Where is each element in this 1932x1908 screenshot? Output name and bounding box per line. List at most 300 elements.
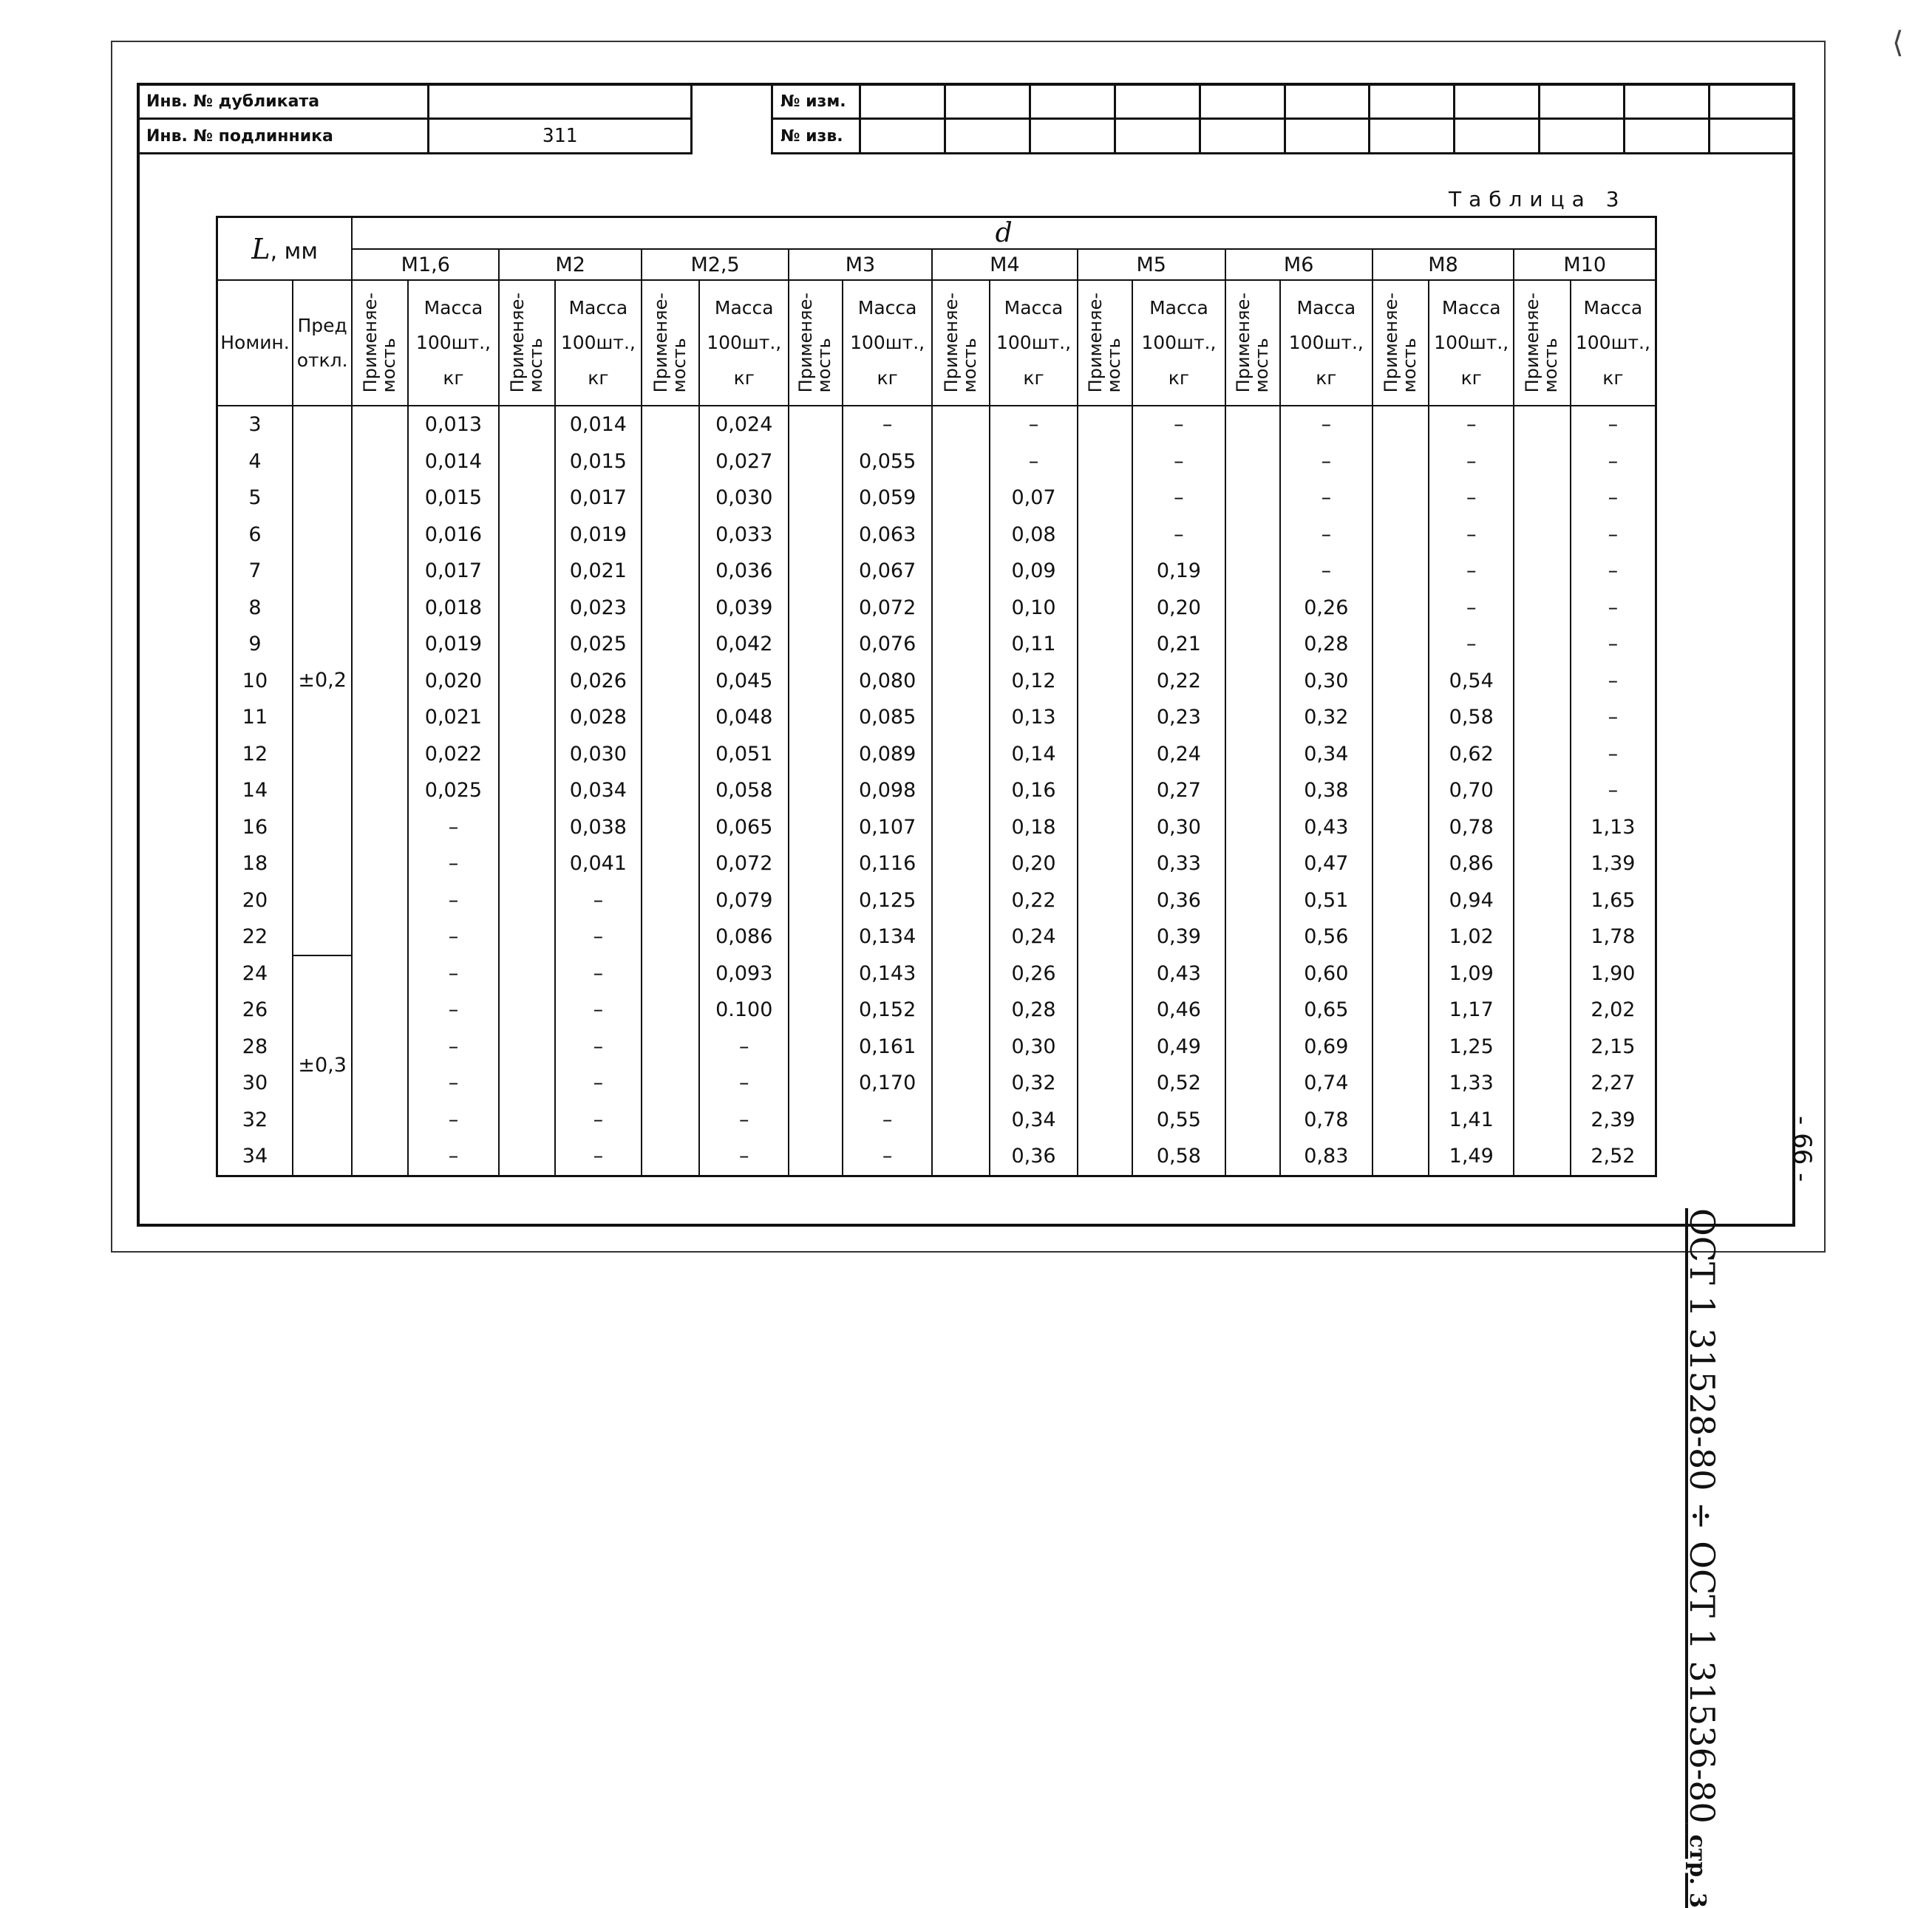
applicability-cell xyxy=(789,845,843,882)
mass-cell: 0,27 xyxy=(1132,772,1225,809)
mass-cell: 1,25 xyxy=(1429,1029,1514,1066)
applicability-cell xyxy=(642,663,699,700)
length-cell: 16 xyxy=(217,809,293,846)
mass-cell: 0,08 xyxy=(990,517,1078,553)
applicability-cell xyxy=(1078,1029,1132,1066)
mass-cell: 0,46 xyxy=(1132,992,1225,1029)
applicability-cell xyxy=(1225,955,1280,992)
length-cell: 18 xyxy=(217,845,293,882)
applicability-cell xyxy=(789,736,843,773)
mass-cell: 0,028 xyxy=(555,699,642,736)
applicability-cell xyxy=(1225,1065,1280,1102)
applicability-cell xyxy=(1373,1065,1429,1102)
applicability-cell xyxy=(789,992,843,1029)
thread-size-header: М3 xyxy=(789,249,932,280)
mass-cell: 0,019 xyxy=(408,626,500,663)
applicability-cell xyxy=(932,992,990,1029)
mass-cell: 0,74 xyxy=(1280,1065,1373,1102)
mass-cell: – xyxy=(1429,406,1514,443)
applicability-cell xyxy=(932,699,990,736)
applicability-cell xyxy=(499,590,554,627)
mass-cell: 0,093 xyxy=(699,955,789,992)
mass-cell: – xyxy=(699,1102,789,1139)
mass-cell: 0,47 xyxy=(1280,845,1373,882)
mass-cell: 0,038 xyxy=(555,809,642,846)
applicability-cell xyxy=(1373,919,1429,955)
mass-cell: 0,36 xyxy=(1132,882,1225,919)
mass-cell: – xyxy=(1571,626,1656,663)
mass-cell: – xyxy=(1280,480,1373,517)
mass-header: Масса 100шт., кг xyxy=(1280,280,1373,406)
duplicate-inv-value xyxy=(429,84,692,119)
applicability-cell xyxy=(1078,626,1132,663)
mass-cell: – xyxy=(555,1065,642,1102)
applicability-cell xyxy=(499,1029,554,1066)
mass-cell: 0,30 xyxy=(1280,663,1373,700)
length-cell: 28 xyxy=(217,1029,293,1066)
applicability-cell xyxy=(1514,882,1570,919)
mass-cell: – xyxy=(408,919,500,955)
mass-cell: 0,22 xyxy=(1132,663,1225,700)
mass-cell: 0,030 xyxy=(699,480,789,517)
mass-cell: 0,56 xyxy=(1280,919,1373,955)
mass-cell: – xyxy=(408,992,500,1029)
applicability-cell xyxy=(499,553,554,590)
applicability-cell xyxy=(642,882,699,919)
mass-cell: 0,49 xyxy=(1132,1029,1225,1066)
applicability-cell xyxy=(1078,1102,1132,1139)
applicability-cell xyxy=(932,845,990,882)
mass-cell: 0,32 xyxy=(1280,699,1373,736)
length-cell: 34 xyxy=(217,1138,293,1176)
mass-cell: – xyxy=(408,955,500,992)
mass-header: Масса 100шт., кг xyxy=(555,280,642,406)
applicability-cell xyxy=(1373,1138,1429,1176)
length-header: L, мм xyxy=(217,217,353,281)
table-row xyxy=(217,955,1656,992)
applicability-cell xyxy=(1078,517,1132,553)
mass-header: Масса 100шт., кг xyxy=(990,280,1078,406)
mass-cell: 0,014 xyxy=(408,443,500,480)
mass-cell: – xyxy=(1429,553,1514,590)
applicability-cell xyxy=(642,919,699,955)
applicability-cell xyxy=(352,919,407,955)
change-number-label: № изм. xyxy=(772,84,860,119)
mass-cell: – xyxy=(1429,443,1514,480)
applicability-cell xyxy=(1225,517,1280,553)
applicability-cell xyxy=(642,699,699,736)
mass-cell: – xyxy=(699,1065,789,1102)
mass-cell: 0,107 xyxy=(843,809,932,846)
applicability-cell xyxy=(352,1102,407,1139)
applicability-cell xyxy=(642,955,699,992)
mass-cell: 0,042 xyxy=(699,626,789,663)
mass-cell: 0,32 xyxy=(990,1065,1078,1102)
mass-cell: 0,28 xyxy=(990,992,1078,1029)
applicability-cell xyxy=(789,663,843,700)
applicability-cell xyxy=(1514,443,1570,480)
applicability-cell xyxy=(352,443,407,480)
diameter-header: d xyxy=(352,217,1656,250)
mass-cell: – xyxy=(1280,517,1373,553)
duplicate-inv-label: Инв. № дубликата xyxy=(138,84,429,119)
mass-cell: 1,02 xyxy=(1429,919,1514,955)
mass-cell: 0,18 xyxy=(990,809,1078,846)
mass-cell: – xyxy=(1132,480,1225,517)
length-cell: 7 xyxy=(217,553,293,590)
mass-cell: 0,089 xyxy=(843,736,932,773)
mass-cell: 0,143 xyxy=(843,955,932,992)
mass-cell: – xyxy=(1280,443,1373,480)
applicability-header: Применяе- мость xyxy=(932,280,990,406)
applicability-cell xyxy=(499,736,554,773)
mass-cell: – xyxy=(990,443,1078,480)
mass-cell: 0,072 xyxy=(699,845,789,882)
mass-cell: 0,36 xyxy=(990,1138,1078,1176)
length-cell: 3 xyxy=(217,406,293,443)
notice-number-label: № изв. xyxy=(772,119,860,154)
mass-cell: 0,62 xyxy=(1429,736,1514,773)
applicability-cell xyxy=(1078,736,1132,773)
mass-cell: 1,09 xyxy=(1429,955,1514,992)
thread-size-header: М8 xyxy=(1373,249,1514,280)
length-cell: 5 xyxy=(217,480,293,517)
applicability-cell xyxy=(1225,845,1280,882)
mass-cell: 0,11 xyxy=(990,626,1078,663)
subheader-row xyxy=(217,280,1656,406)
mass-cell: – xyxy=(408,809,500,846)
thread-size-header: М1,6 xyxy=(352,249,499,280)
mass-cell: – xyxy=(1571,480,1656,517)
applicability-cell xyxy=(642,626,699,663)
mass-cell: 0,025 xyxy=(408,772,500,809)
applicability-cell xyxy=(499,955,554,992)
applicability-cell xyxy=(1078,590,1132,627)
applicability-header: Применяе- мость xyxy=(642,280,699,406)
inventory-stamp xyxy=(137,83,693,154)
applicability-cell xyxy=(352,590,407,627)
mass-cell: – xyxy=(1571,663,1656,700)
mass-cell: – xyxy=(1571,699,1656,736)
applicability-cell xyxy=(1078,663,1132,700)
mass-cell: – xyxy=(1280,406,1373,443)
length-cell: 30 xyxy=(217,1065,293,1102)
mass-cell: 0,134 xyxy=(843,919,932,955)
applicability-cell xyxy=(932,919,990,955)
mass-cell: 0,019 xyxy=(555,517,642,553)
table-row xyxy=(217,809,1656,846)
thread-size-header: М6 xyxy=(1225,249,1373,280)
mass-cell: 0,69 xyxy=(1280,1029,1373,1066)
change-row xyxy=(772,84,1795,119)
mass-cell: 1,39 xyxy=(1571,845,1656,882)
table-row xyxy=(217,919,1656,955)
applicability-cell xyxy=(642,1029,699,1066)
applicability-cell xyxy=(789,553,843,590)
mass-cell: 0,033 xyxy=(699,517,789,553)
applicability-cell xyxy=(1373,772,1429,809)
applicability-cell xyxy=(1078,809,1132,846)
table-row xyxy=(217,443,1656,480)
mass-cell: 0,39 xyxy=(1132,919,1225,955)
mass-cell: – xyxy=(555,992,642,1029)
table-row xyxy=(217,736,1656,773)
tolerance-cell: ±0,2 xyxy=(293,406,352,955)
mass-cell: 0,43 xyxy=(1280,809,1373,846)
mass-cell: – xyxy=(843,1138,932,1176)
mass-cell: – xyxy=(1429,480,1514,517)
applicability-cell xyxy=(642,1065,699,1102)
applicability-cell xyxy=(932,626,990,663)
mass-cell: 0,54 xyxy=(1429,663,1514,700)
mass-cell: 0,024 xyxy=(699,406,789,443)
mass-cell: – xyxy=(843,1102,932,1139)
scan-mark: ⟨ xyxy=(1892,26,1904,60)
applicability-cell xyxy=(1373,736,1429,773)
mass-cell: 0,067 xyxy=(843,553,932,590)
mass-cell: – xyxy=(699,1029,789,1066)
length-cell: 32 xyxy=(217,1102,293,1139)
mass-cell: – xyxy=(555,1029,642,1066)
applicability-cell xyxy=(789,1029,843,1066)
applicability-cell xyxy=(1078,992,1132,1029)
length-cell: 11 xyxy=(217,699,293,736)
nominal-header: Номин. xyxy=(217,280,293,406)
notice-row xyxy=(772,119,1795,154)
applicability-cell xyxy=(642,736,699,773)
thread-size-header: М10 xyxy=(1514,249,1656,280)
thread-size-header: М5 xyxy=(1078,249,1225,280)
mass-cell: – xyxy=(1429,626,1514,663)
mass-cell: – xyxy=(1571,443,1656,480)
applicability-cell xyxy=(1373,699,1429,736)
mass-cell: – xyxy=(1571,406,1656,443)
applicability-cell xyxy=(789,882,843,919)
mass-cell: 1,41 xyxy=(1429,1102,1514,1139)
applicability-cell xyxy=(1373,406,1429,443)
applicability-cell xyxy=(1514,1065,1570,1102)
mass-cell: 0,10 xyxy=(990,590,1078,627)
applicability-cell xyxy=(932,1029,990,1066)
applicability-cell xyxy=(1225,919,1280,955)
applicability-cell xyxy=(1078,1065,1132,1102)
mass-cell: 0,023 xyxy=(555,590,642,627)
applicability-cell xyxy=(642,517,699,553)
applicability-cell xyxy=(352,699,407,736)
mass-cell: – xyxy=(1280,553,1373,590)
applicability-cell xyxy=(499,480,554,517)
mass-cell: 1,49 xyxy=(1429,1138,1514,1176)
mass-cell: 0,21 xyxy=(1132,626,1225,663)
applicability-cell xyxy=(642,1138,699,1176)
applicability-header: Применяе- мость xyxy=(1373,280,1429,406)
mass-table xyxy=(216,216,1657,1177)
applicability-cell xyxy=(1078,1138,1132,1176)
mass-cell: 0,51 xyxy=(1280,882,1373,919)
mass-cell: 0,058 xyxy=(699,772,789,809)
mass-cell: 0,14 xyxy=(990,736,1078,773)
mass-cell: 0,015 xyxy=(408,480,500,517)
applicability-cell xyxy=(1373,590,1429,627)
applicability-cell xyxy=(1514,919,1570,955)
applicability-cell xyxy=(352,772,407,809)
applicability-cell xyxy=(932,406,990,443)
mass-cell: 0,034 xyxy=(555,772,642,809)
mass-cell: 0,022 xyxy=(408,736,500,773)
original-inv-value: 311 xyxy=(429,119,692,154)
applicability-cell xyxy=(1225,809,1280,846)
applicability-cell xyxy=(1078,406,1132,443)
mass-header: Масса 100шт., кг xyxy=(1429,280,1514,406)
mass-cell: 0,28 xyxy=(1280,626,1373,663)
mass-cell: – xyxy=(1571,517,1656,553)
applicability-cell xyxy=(642,1102,699,1139)
applicability-cell xyxy=(1078,882,1132,919)
mass-cell: 0,20 xyxy=(990,845,1078,882)
applicability-cell xyxy=(352,955,407,992)
table-row xyxy=(217,590,1656,627)
mass-cell: 0,086 xyxy=(699,919,789,955)
mass-cell: – xyxy=(699,1138,789,1176)
mass-cell: – xyxy=(408,1102,500,1139)
mass-cell: – xyxy=(555,1102,642,1139)
applicability-cell xyxy=(352,1029,407,1066)
page-number: - 66 - xyxy=(1787,1116,1817,1182)
mass-cell: 0,036 xyxy=(699,553,789,590)
mass-cell: 0,063 xyxy=(843,517,932,553)
table-row xyxy=(217,1065,1656,1102)
applicability-cell xyxy=(1225,1138,1280,1176)
applicability-cell xyxy=(352,736,407,773)
applicability-cell xyxy=(1225,663,1280,700)
mass-header: Масса 100шт., кг xyxy=(1571,280,1656,406)
mass-cell: 0,58 xyxy=(1429,699,1514,736)
mass-cell: 0,19 xyxy=(1132,553,1225,590)
mass-cell: 1,78 xyxy=(1571,919,1656,955)
applicability-cell xyxy=(789,590,843,627)
applicability-cell xyxy=(352,1065,407,1102)
applicability-cell xyxy=(932,809,990,846)
mass-cell: – xyxy=(1429,590,1514,627)
mass-cell: 0,015 xyxy=(555,443,642,480)
table-row xyxy=(217,406,1656,443)
mass-cell: 0,22 xyxy=(990,882,1078,919)
mass-cell: 0,098 xyxy=(843,772,932,809)
applicability-cell xyxy=(642,443,699,480)
applicability-cell xyxy=(642,590,699,627)
table-row xyxy=(217,699,1656,736)
applicability-cell xyxy=(789,1138,843,1176)
mass-cell: 0,014 xyxy=(555,406,642,443)
applicability-cell xyxy=(499,992,554,1029)
mass-cell: 0,34 xyxy=(990,1102,1078,1139)
standard-designation xyxy=(1682,1208,1722,1908)
mass-cell: – xyxy=(843,406,932,443)
mass-cell: 0,26 xyxy=(1280,590,1373,627)
mass-cell: 2,39 xyxy=(1571,1102,1656,1139)
applicability-cell xyxy=(932,1138,990,1176)
mass-cell: 0,025 xyxy=(555,626,642,663)
mass-cell: – xyxy=(1571,553,1656,590)
applicability-cell xyxy=(352,1138,407,1176)
applicability-cell xyxy=(1078,480,1132,517)
mass-cell: 0,09 xyxy=(990,553,1078,590)
mass-cell: 0,07 xyxy=(990,480,1078,517)
tolerance-cell: ±0,3 xyxy=(293,955,352,1176)
length-cell: 10 xyxy=(217,663,293,700)
applicability-cell xyxy=(932,955,990,992)
mass-cell: 0,70 xyxy=(1429,772,1514,809)
mass-cell: 0,125 xyxy=(843,882,932,919)
applicability-cell xyxy=(932,553,990,590)
mass-cell: 1,17 xyxy=(1429,992,1514,1029)
applicability-cell xyxy=(1373,955,1429,992)
applicability-cell xyxy=(1373,1029,1429,1066)
mass-cell: – xyxy=(555,882,642,919)
table-row xyxy=(217,1102,1656,1139)
applicability-cell xyxy=(1225,736,1280,773)
original-inv-label: Инв. № подлинника xyxy=(138,119,429,154)
mass-cell: 0,23 xyxy=(1132,699,1225,736)
mass-cell: 0,20 xyxy=(1132,590,1225,627)
mass-cell: 0.100 xyxy=(699,992,789,1029)
table-row xyxy=(217,882,1656,919)
applicability-cell xyxy=(932,590,990,627)
mass-cell: 0,048 xyxy=(699,699,789,736)
length-cell: 6 xyxy=(217,517,293,553)
table-row xyxy=(217,626,1656,663)
applicability-cell xyxy=(1373,845,1429,882)
mass-cell: 2,52 xyxy=(1571,1138,1656,1176)
applicability-cell xyxy=(1373,480,1429,517)
mass-cell: 0,34 xyxy=(1280,736,1373,773)
sheet-page-label: стр. 3 xyxy=(1684,1834,1710,1908)
mass-cell: 0,021 xyxy=(408,699,500,736)
applicability-cell xyxy=(1225,882,1280,919)
mass-cell: – xyxy=(555,955,642,992)
applicability-cell xyxy=(789,919,843,955)
thread-size-header: М2 xyxy=(499,249,642,280)
applicability-cell xyxy=(352,626,407,663)
applicability-cell xyxy=(1225,553,1280,590)
applicability-cell xyxy=(1078,772,1132,809)
applicability-header: Применяе- мость xyxy=(352,280,407,406)
mass-cell: 0,24 xyxy=(1132,736,1225,773)
mass-cell: 0,079 xyxy=(699,882,789,919)
standard-code: ОСТ 1 31528-80 ÷ ОСТ 1 31536-80 xyxy=(1682,1208,1722,1824)
mass-cell: 0,041 xyxy=(555,845,642,882)
length-cell: 26 xyxy=(217,992,293,1029)
mass-cell: 0,65 xyxy=(1280,992,1373,1029)
applicability-cell xyxy=(352,517,407,553)
mass-cell: 0,55 xyxy=(1132,1102,1225,1139)
applicability-cell xyxy=(642,553,699,590)
mass-cell: 2,02 xyxy=(1571,992,1656,1029)
table-row xyxy=(217,517,1656,553)
mass-cell: – xyxy=(408,1065,500,1102)
mass-cell: – xyxy=(408,1029,500,1066)
mass-cell: 0,12 xyxy=(990,663,1078,700)
applicability-cell xyxy=(1514,1029,1570,1066)
applicability-cell xyxy=(642,809,699,846)
applicability-cell xyxy=(1225,626,1280,663)
table-row xyxy=(217,845,1656,882)
applicability-cell xyxy=(1514,992,1570,1029)
mass-cell: 2,15 xyxy=(1571,1029,1656,1066)
mass-cell: 0,16 xyxy=(990,772,1078,809)
applicability-cell xyxy=(1514,626,1570,663)
applicability-cell xyxy=(932,443,990,480)
